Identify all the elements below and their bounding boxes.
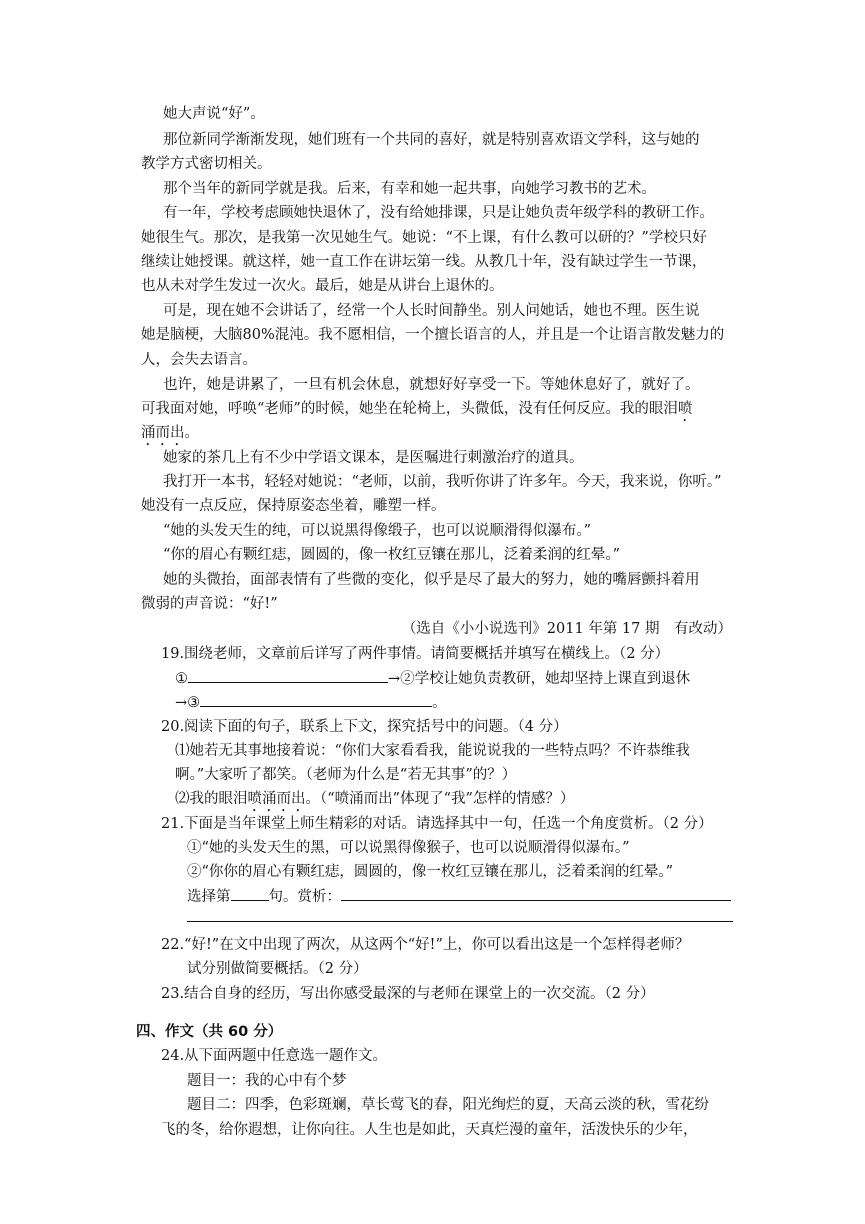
story-paragraph: 她的头微抬，面部表情有了些微的变化，似乎是尽了最大的努力，她的嘴唇颤抖着用: [163, 572, 700, 588]
question-20-item: 啊。”大家听了都笑。（老师为什么是“若无其事”的？）: [175, 767, 517, 783]
question-20: 20.阅读下面的句子，联系上下文，探究括号中的问题。（4 分）: [161, 719, 568, 735]
question-24: 24.从下面两题中任意选一题作文。: [161, 1048, 388, 1064]
story-paragraph: 继续让她授课。就这样，她一直工作在讲坛第一线。从教几十年，没有缺过学生一节课，: [141, 254, 707, 270]
question-22: 22.“好!”在文中出现了两次，从这两个“好!”上，你可以看出这是一个怎样得老师？: [161, 937, 690, 953]
story-paragraph: 也许，她是讲累了，一旦有机会休息，就想好好享受一下。等她休息好了，就好了。: [163, 377, 700, 393]
story-paragraph: 微弱的声音说：“好!”: [141, 596, 278, 612]
question-23: 23.结合自身的经历，写出你感受最深的与老师在课堂上的一次交流。（2 分）: [161, 986, 655, 1002]
question-21: 21.下面是当年课堂上师生精彩的对话。请选择其中一句，任选一个角度赏析。（2 分）: [161, 816, 713, 832]
question-19: 19.围绕老师，文章前后详写了两件事情。请简要概括并填写在横线上。（2 分）: [161, 646, 670, 662]
story-paragraph: 可是，现在她不会讲话了，经常一个人长时间静坐。别人问她话，她也不理。医生说: [163, 303, 700, 319]
story-paragraph: 她很生气。那次，是我第一次见她生气。她说：“不上课，有什么教可以研的？”学校只好: [141, 230, 707, 246]
emphasis-text: 涌而出: [141, 425, 185, 441]
story-paragraph: 她没有一点反应，保持原姿态坐着，雕塑一样。: [141, 498, 446, 514]
emphasis-text: 喷涌而出: [247, 791, 306, 807]
answer-rule[interactable]: [187, 921, 733, 922]
composition-topic: 飞的冬，给你遐想，让你向往。人生也是如此，天真烂漫的童年，活泼快乐的少年，: [161, 1122, 698, 1138]
source-citation: （选自《小小说选刊》2011 年第 17 期 有改动）: [401, 621, 732, 637]
emphasis-text: 喷: [677, 401, 693, 417]
question-19-answer-line: ① →②学校让她负责教研，她却坚持上课直到退休: [175, 668, 690, 689]
question-22: 试分别做简要概括。（2 分）: [187, 961, 368, 977]
story-paragraph: “她的头发天生的纯，可以说黑得像缎子，也可以说顺滑得似瀑布。”: [163, 523, 592, 539]
story-text: 。: [184, 425, 199, 441]
answer-blank[interactable]: [231, 886, 269, 901]
story-paragraph: 那个当年的新同学就是我。后来，有幸和她一起共事，向她学习教书的艺术。: [163, 181, 656, 197]
composition-topic: 题目二：四季，色彩斑斓，草长莺飞的春，阳光绚烂的夏，天高云淡的秋，雪花纷: [187, 1097, 709, 1113]
story-text: 可我面对她，呼唤“老师”的时候，她坐在轮椅上，头微低，没有任何反应。我的眼泪: [141, 401, 678, 417]
story-paragraph: [141, 399, 692, 425]
answer-blank[interactable]: [341, 886, 731, 901]
composition-topic: 题目一：我的心中有个梦: [187, 1073, 347, 1089]
question-21-answer-line: 选择第 句。赏析：: [187, 886, 731, 907]
story-paragraph: [141, 423, 199, 449]
answer-blank[interactable]: [200, 692, 432, 707]
story-paragraph: 我打开一本书，轻轻对她说：“老师，以前，我听你讲了许多年。今天，我来说，你听。”: [163, 474, 722, 490]
story-paragraph: 人，会失去语言。: [141, 352, 257, 368]
answer-blank[interactable]: [188, 668, 388, 683]
story-paragraph: 她是脑梗，大脑80%混沌。我不愿相信，一个擅长语言的人，并且是一个让语言散发魅力的: [141, 327, 725, 343]
story-paragraph: 她大声说“好”。: [163, 106, 265, 122]
story-paragraph: 有一年，学校考虑顾她快退休了，没有给她排课，只是让她负责年级学科的教研工作。: [163, 205, 714, 221]
question-20-item: ⑵我的眼泪喷涌而出。（“喷涌而出”体现了“我”怎样的情感？）: [175, 791, 575, 807]
story-paragraph: 她家的茶几上有不少中学语文课本，是医嘱进行刺激治疗的道具。: [163, 450, 584, 466]
story-paragraph: 也从未对学生发过一次火。最后，她是从讲台上退休的。: [141, 278, 504, 294]
story-paragraph: “你的眉心有颗红痣，圆圆的，像一枚红豆镶在那儿，泛着柔润的红晕。”: [163, 547, 621, 563]
question-20-item: ⑴她若无其事地接着说：“你们大家看看我，能说说我的一些特点吗？不许恭维我: [175, 743, 690, 759]
question-19-answer-line: →③ 。: [175, 692, 447, 713]
question-21-option: ②“你你的眉心有颗红痣，圆圆的，像一枚红豆镶在那儿，泛着柔润的红晕。”: [187, 864, 674, 880]
story-paragraph: 那位新同学渐渐发现，她们班有一个共同的喜好，就是特别喜欢语文学科，这与她的: [163, 132, 700, 148]
section-heading: 四、作文（共 60 分）: [136, 1024, 283, 1040]
question-21-option: ①“她的头发天生的黑，可以说黑得像猴子，也可以说顺滑得似瀑布。”: [187, 840, 630, 856]
story-paragraph: 教学方式密切相关。: [141, 156, 272, 172]
